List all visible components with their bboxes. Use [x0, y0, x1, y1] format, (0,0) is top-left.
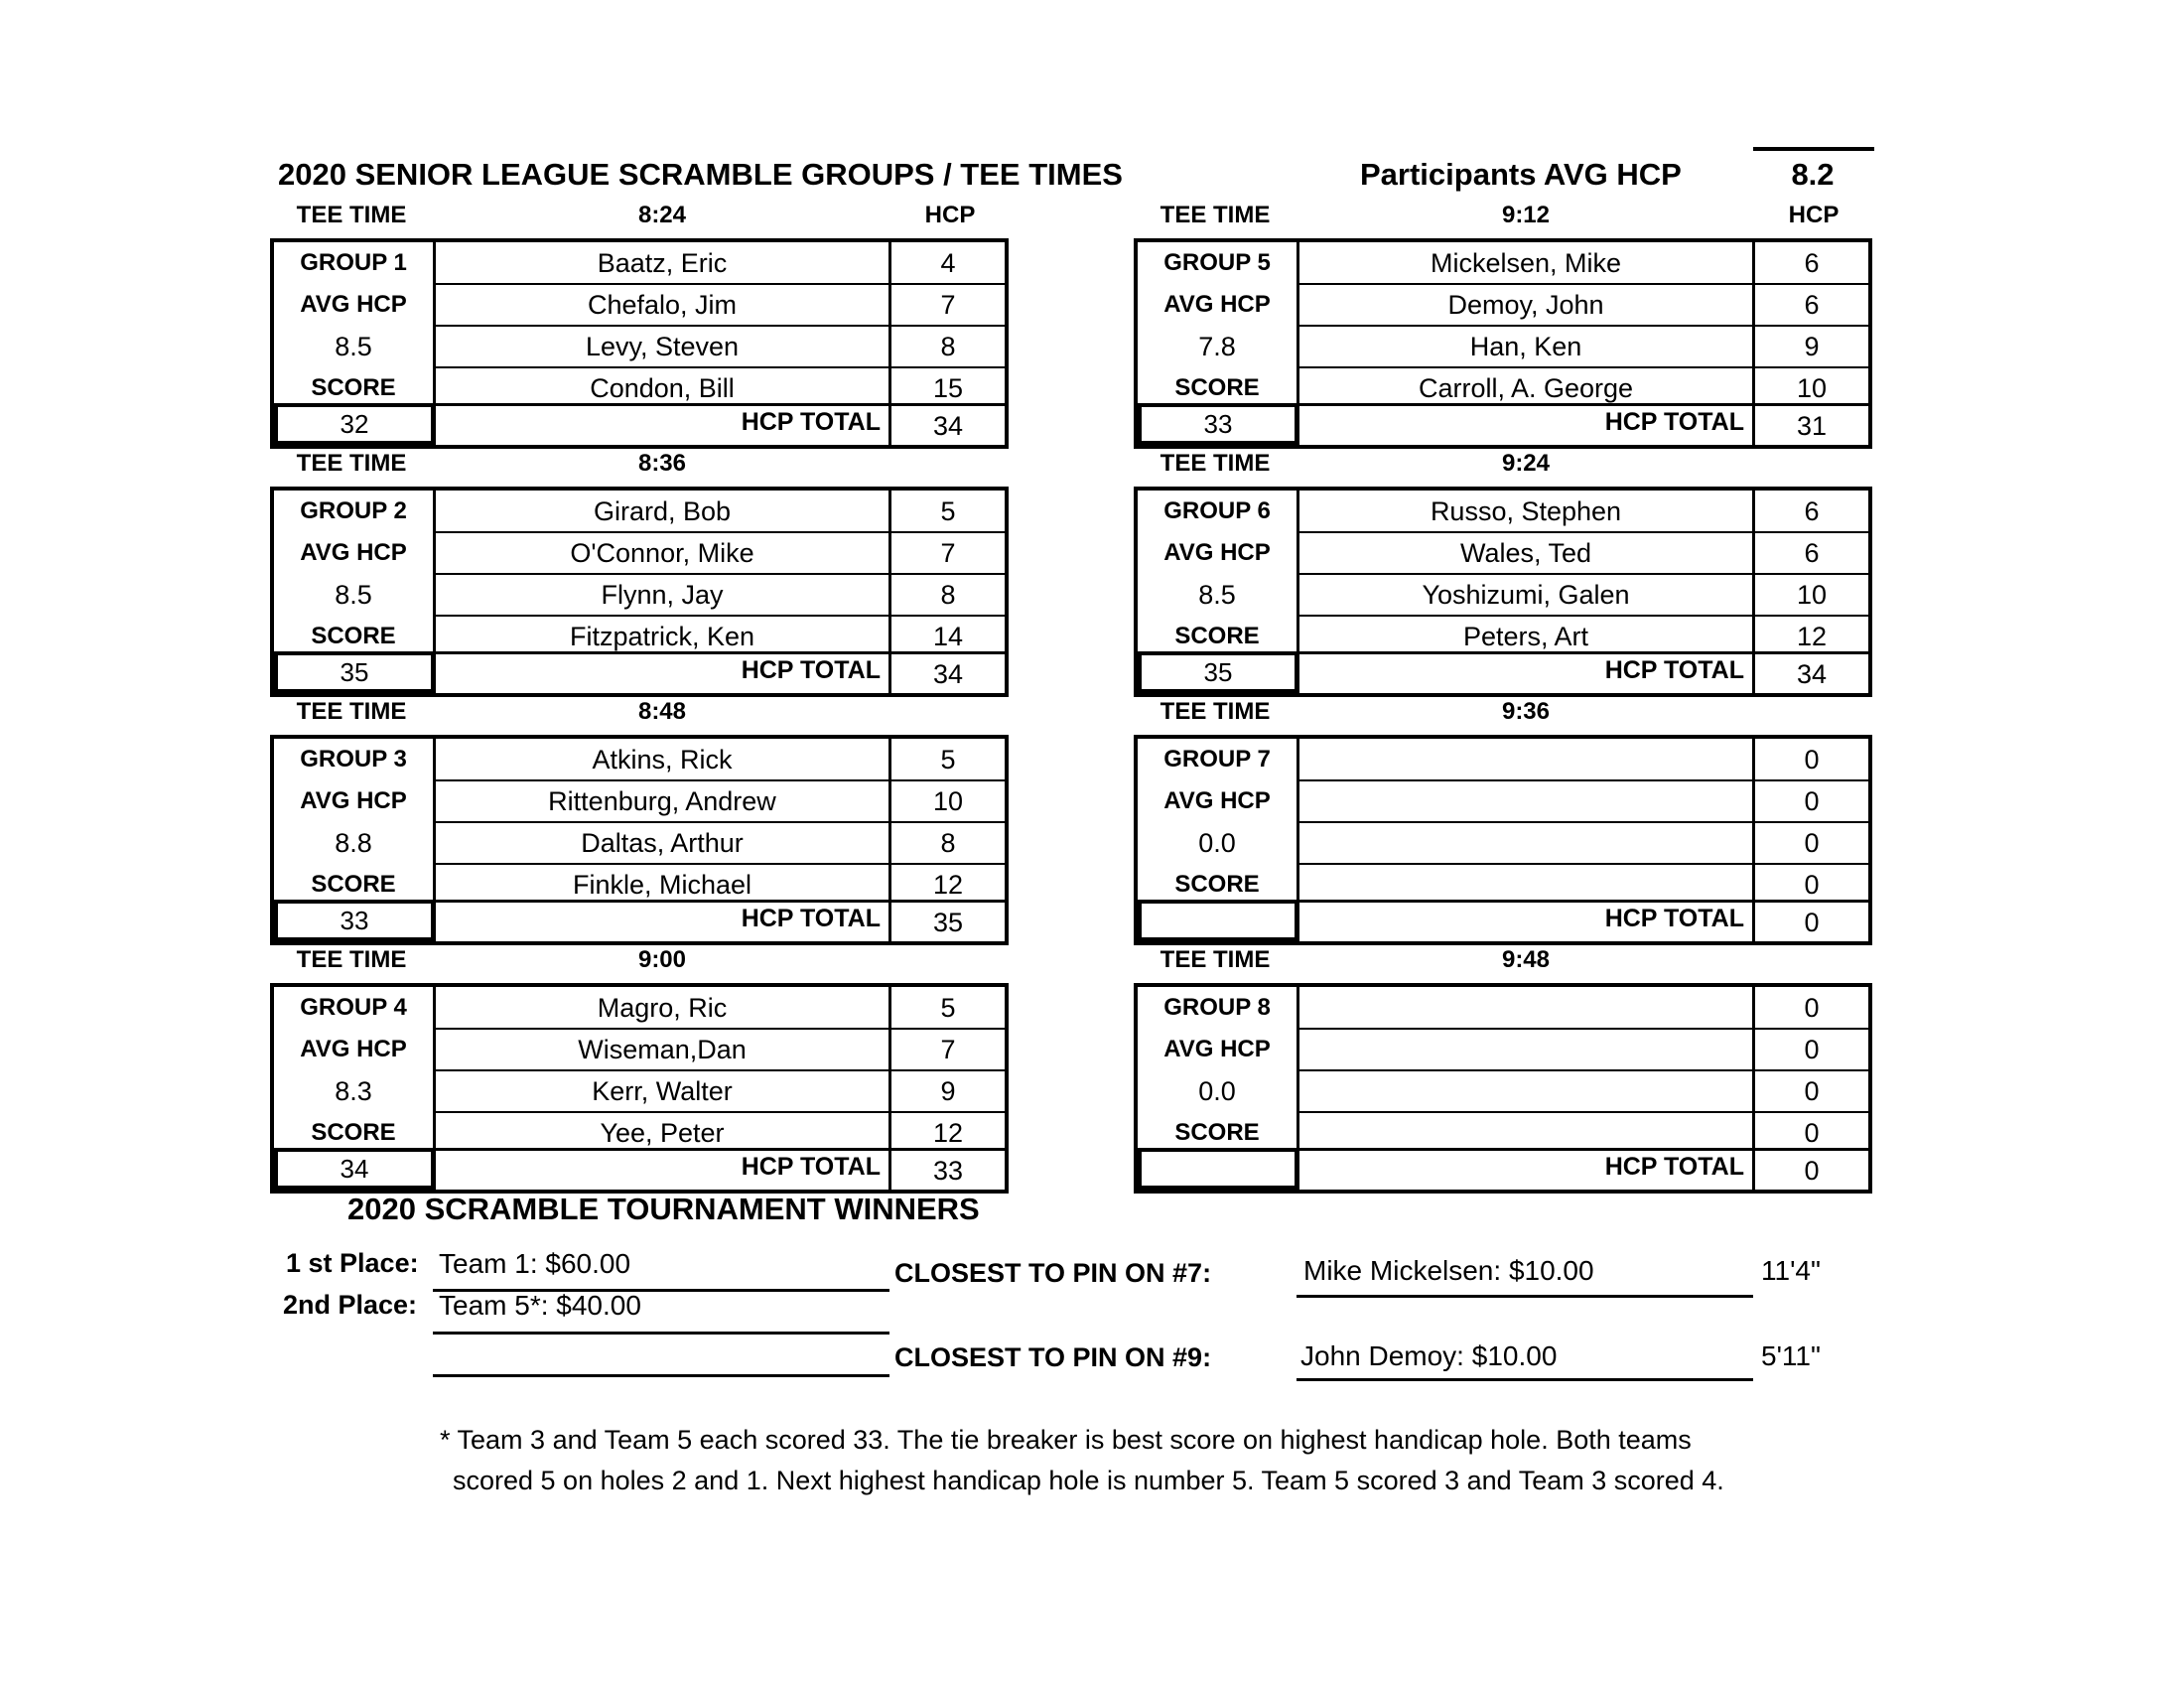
player-name [1297, 1070, 1755, 1112]
page-title: 2020 SENIOR LEAGUE SCRAMBLE GROUPS / TEE TIMES [278, 157, 1123, 192]
group-table [1134, 487, 1872, 697]
hcp-column-header: HCP [1788, 202, 1840, 228]
avg-hcp-label: AVG HCP [1163, 1036, 1271, 1062]
player-hcp: 0 [1804, 1118, 1820, 1148]
score-label: SCORE [311, 1119, 396, 1146]
player-hcp: 6 [1804, 538, 1820, 568]
player-name: Levy, Steven [433, 326, 891, 367]
player-name [1297, 780, 1755, 822]
score-label: SCORE [1174, 1119, 1260, 1146]
tee-time-value: 8:48 [637, 698, 687, 725]
row-divider [1297, 283, 1868, 285]
player-hcp: 12 [932, 870, 964, 900]
tee-time-label: TEE TIME [1160, 698, 1271, 725]
first-place-value: Team 1: $60.00 [439, 1248, 631, 1279]
tee-time-label: TEE TIME [1160, 946, 1271, 973]
footnote-line-1: * Team 3 and Team 5 each scored 33. The tie breaker is best score on highest handicap hole. Both teams [440, 1425, 1692, 1455]
tee-time-value: 9:00 [637, 946, 687, 973]
group-table [270, 238, 1009, 449]
player-name: Flynn, Jay [433, 574, 891, 616]
participants-avg-value: 8.2 [1791, 157, 1835, 192]
player-row [274, 739, 1005, 780]
ctp7-distance: 11'4" [1761, 1255, 1821, 1286]
player-row [1138, 739, 1868, 780]
player-row [1138, 532, 1868, 574]
player-hcp: 6 [1804, 496, 1820, 526]
player-name: Chefalo, Jim [433, 284, 891, 326]
player-hcp: 4 [940, 248, 956, 278]
score-value: 34 [274, 1148, 435, 1190]
row-divider [1297, 573, 1868, 575]
player-name [1297, 987, 1755, 1029]
player-name: Kerr, Walter [433, 1070, 891, 1112]
ctp9-value: John Demoy: $10.00 [1300, 1340, 1558, 1371]
player-hcp: 10 [1796, 580, 1828, 610]
player-name: Daltas, Arthur [433, 822, 891, 864]
player-name: Carroll, A. George [1297, 367, 1755, 409]
player-row [274, 574, 1005, 616]
row-divider [1297, 366, 1868, 368]
hcp-total-label: HCP TOTAL [1297, 900, 1755, 941]
group-name: GROUP 1 [300, 249, 407, 276]
player-name: Wiseman,Dan [433, 1029, 891, 1070]
player-name: Han, Ken [1297, 326, 1755, 367]
player-row [1138, 1070, 1868, 1112]
tee-time-header [1134, 447, 1872, 481]
row-divider [1297, 779, 1868, 781]
player-hcp: 0 [1804, 1076, 1820, 1106]
ctp9-distance: 5'11" [1761, 1340, 1821, 1371]
player-row [274, 242, 1005, 284]
avg-hcp-value: 8.8 [335, 828, 372, 858]
tee-time-label: TEE TIME [296, 202, 407, 228]
hcp-total-value: 34 [1796, 659, 1828, 689]
player-hcp: 12 [1796, 622, 1828, 651]
player-hcp: 7 [940, 1035, 956, 1064]
player-name: Yoshizumi, Galen [1297, 574, 1755, 616]
avg-hcp-value: 8.3 [335, 1076, 372, 1106]
player-name: O'Connor, Mike [433, 532, 891, 574]
score-value [1138, 1148, 1298, 1190]
hcp-total-value: 34 [932, 411, 964, 441]
score-value: 35 [1138, 651, 1298, 693]
score-label: SCORE [1174, 871, 1260, 898]
player-row [1138, 1029, 1868, 1070]
hcp-total-value: 0 [1804, 1156, 1820, 1186]
player-hcp: 0 [1804, 828, 1820, 858]
player-row [1138, 284, 1868, 326]
player-hcp: 14 [932, 622, 964, 651]
avg-hcp-label: AVG HCP [1163, 787, 1271, 814]
ctp7-value: Mike Mickelsen: $10.00 [1303, 1255, 1594, 1286]
player-row [274, 1029, 1005, 1070]
player-hcp: 7 [940, 538, 956, 568]
group-name: GROUP 8 [1163, 994, 1271, 1021]
row-divider [1297, 325, 1868, 327]
player-name: Fitzpatrick, Ken [433, 616, 891, 657]
player-name [1297, 822, 1755, 864]
tee-time-header [270, 199, 1009, 232]
avg-hcp-label: AVG HCP [300, 539, 407, 566]
avg-hcp-value: 8.5 [335, 332, 372, 361]
player-name [1297, 1029, 1755, 1070]
winners-title: 2020 SCRAMBLE TOURNAMENT WINNERS [347, 1192, 980, 1226]
avg-hcp-label: AVG HCP [300, 1036, 407, 1062]
underline [1297, 1378, 1753, 1381]
row-divider [433, 1069, 1005, 1071]
player-row [274, 532, 1005, 574]
player-name: Russo, Stephen [1297, 491, 1755, 532]
row-divider [433, 573, 1005, 575]
second-place-label: 2nd Place: [283, 1290, 418, 1320]
tee-time-header [270, 943, 1009, 977]
underline [433, 1332, 889, 1335]
player-hcp: 10 [1796, 373, 1828, 403]
avg-hcp-label: AVG HCP [1163, 539, 1271, 566]
avg-hcp-value: 0.0 [1198, 828, 1236, 858]
player-row [274, 780, 1005, 822]
row-divider [1297, 821, 1868, 823]
row-divider [1297, 1111, 1868, 1113]
tee-time-value: 9:36 [1501, 698, 1551, 725]
avg-hcp-label: AVG HCP [300, 291, 407, 318]
group-table [1134, 238, 1872, 449]
player-row [274, 822, 1005, 864]
player-name: Mickelsen, Mike [1297, 242, 1755, 284]
tee-time-header [1134, 943, 1872, 977]
row-divider [1297, 615, 1868, 617]
score-label: SCORE [1174, 623, 1260, 649]
hcp-total-value: 34 [932, 659, 964, 689]
player-hcp: 0 [1804, 745, 1820, 774]
player-name: Condon, Bill [433, 367, 891, 409]
group-table [1134, 983, 1872, 1194]
hcp-total-label: HCP TOTAL [1297, 1148, 1755, 1190]
tee-time-header [270, 447, 1009, 481]
player-name: Atkins, Rick [433, 739, 891, 780]
player-hcp: 8 [940, 828, 956, 858]
hcp-total-label: HCP TOTAL [433, 1148, 891, 1190]
player-name: Finkle, Michael [433, 864, 891, 906]
group-table [270, 735, 1009, 945]
row-divider [433, 1111, 1005, 1113]
score-value: 33 [274, 900, 435, 941]
row-divider [433, 531, 1005, 533]
tee-time-value: 9:24 [1501, 450, 1551, 477]
player-hcp: 9 [940, 1076, 956, 1106]
player-hcp: 9 [1804, 332, 1820, 361]
tee-time-label: TEE TIME [1160, 202, 1271, 228]
player-hcp: 5 [940, 745, 956, 774]
tee-time-label: TEE TIME [296, 946, 407, 973]
tee-time-value: 9:48 [1501, 946, 1551, 973]
score-value: 35 [274, 651, 435, 693]
ctp9-label: CLOSEST TO PIN ON #9: [894, 1342, 1212, 1372]
player-row [1138, 326, 1868, 367]
score-label: SCORE [311, 623, 396, 649]
hcp-total-value: 31 [1796, 411, 1828, 441]
player-hcp: 0 [1804, 786, 1820, 816]
player-name: Rittenburg, Andrew [433, 780, 891, 822]
avg-hcp-value: 7.8 [1198, 332, 1236, 361]
tee-time-value: 8:36 [637, 450, 687, 477]
row-divider [1297, 863, 1868, 865]
hcp-total-label: HCP TOTAL [433, 403, 891, 445]
player-hcp: 0 [1804, 993, 1820, 1023]
group-name: GROUP 4 [300, 994, 407, 1021]
player-row [1138, 987, 1868, 1029]
tee-time-label: TEE TIME [296, 450, 407, 477]
row-divider [433, 821, 1005, 823]
group-table [270, 487, 1009, 697]
player-name: Wales, Ted [1297, 532, 1755, 574]
group-name: GROUP 6 [1163, 497, 1271, 524]
group-table [1134, 735, 1872, 945]
avg-hcp-value: 8.5 [1198, 580, 1236, 610]
score-label: SCORE [311, 374, 396, 401]
player-name: Peters, Art [1297, 616, 1755, 657]
player-name: Yee, Peter [433, 1112, 891, 1154]
tee-time-value: 9:12 [1501, 202, 1551, 228]
player-hcp: 15 [932, 373, 964, 403]
player-name [1297, 739, 1755, 780]
tee-time-label: TEE TIME [1160, 450, 1271, 477]
group-name: GROUP 7 [1163, 746, 1271, 773]
hcp-total-value: 0 [1804, 908, 1820, 937]
player-row [1138, 491, 1868, 532]
avg-hcp-value: 0.0 [1198, 1076, 1236, 1106]
player-row [274, 1070, 1005, 1112]
group-name: GROUP 5 [1163, 249, 1271, 276]
player-row [1138, 574, 1868, 616]
player-row [274, 491, 1005, 532]
player-hcp: 7 [940, 290, 956, 320]
hcp-total-label: HCP TOTAL [433, 651, 891, 693]
participants-avg-label: Participants AVG HCP [1360, 157, 1682, 192]
score-value: 32 [274, 403, 435, 445]
row-divider [433, 615, 1005, 617]
row-divider [1297, 531, 1868, 533]
player-row [274, 284, 1005, 326]
hcp-total-value: 33 [932, 1156, 964, 1186]
underline [1297, 1295, 1753, 1298]
row-divider [1297, 1069, 1868, 1071]
group-name: GROUP 3 [300, 746, 407, 773]
row-divider [433, 863, 1005, 865]
score-value [1138, 900, 1298, 941]
avg-hcp-label: AVG HCP [1163, 291, 1271, 318]
tee-time-header [1134, 695, 1872, 729]
player-hcp: 6 [1804, 248, 1820, 278]
player-row [1138, 242, 1868, 284]
ctp7-label: CLOSEST TO PIN ON #7: [894, 1258, 1212, 1288]
player-hcp: 8 [940, 580, 956, 610]
tee-time-value: 8:24 [637, 202, 687, 228]
row-divider [1297, 1028, 1868, 1030]
hcp-total-label: HCP TOTAL [1297, 651, 1755, 693]
player-row [274, 987, 1005, 1029]
player-hcp: 6 [1804, 290, 1820, 320]
player-hcp: 12 [932, 1118, 964, 1148]
first-place-label: 1 st Place: [286, 1248, 419, 1278]
player-row [1138, 822, 1868, 864]
avg-hcp-label: AVG HCP [300, 787, 407, 814]
player-hcp: 5 [940, 496, 956, 526]
divider [1753, 147, 1874, 151]
group-name: GROUP 2 [300, 497, 407, 524]
avg-hcp-value: 8.5 [335, 580, 372, 610]
row-divider [433, 325, 1005, 327]
player-name: Demoy, John [1297, 284, 1755, 326]
hcp-column-header: HCP [924, 202, 976, 228]
player-name: Baatz, Eric [433, 242, 891, 284]
score-label: SCORE [1174, 374, 1260, 401]
hcp-total-value: 35 [932, 908, 964, 937]
player-row [274, 326, 1005, 367]
player-name: Girard, Bob [433, 491, 891, 532]
player-hcp: 0 [1804, 870, 1820, 900]
player-name: Magro, Ric [433, 987, 891, 1029]
score-label: SCORE [311, 871, 396, 898]
score-value: 33 [1138, 403, 1298, 445]
player-hcp: 0 [1804, 1035, 1820, 1064]
row-divider [433, 779, 1005, 781]
player-hcp: 10 [932, 786, 964, 816]
group-table [270, 983, 1009, 1194]
tee-time-header [1134, 199, 1872, 232]
row-divider [433, 283, 1005, 285]
player-hcp: 8 [940, 332, 956, 361]
player-row [1138, 780, 1868, 822]
footnote-line-2: scored 5 on holes 2 and 1. Next highest handicap hole is number 5. Team 5 scored 3 and Team 3 scored 4. [453, 1466, 1724, 1495]
hcp-total-label: HCP TOTAL [1297, 403, 1755, 445]
tee-time-label: TEE TIME [296, 698, 407, 725]
row-divider [433, 366, 1005, 368]
second-place-value: Team 5*: $40.00 [439, 1290, 641, 1321]
hcp-total-label: HCP TOTAL [433, 900, 891, 941]
underline [433, 1374, 889, 1377]
player-hcp: 5 [940, 993, 956, 1023]
tee-time-header [270, 695, 1009, 729]
row-divider [433, 1028, 1005, 1030]
